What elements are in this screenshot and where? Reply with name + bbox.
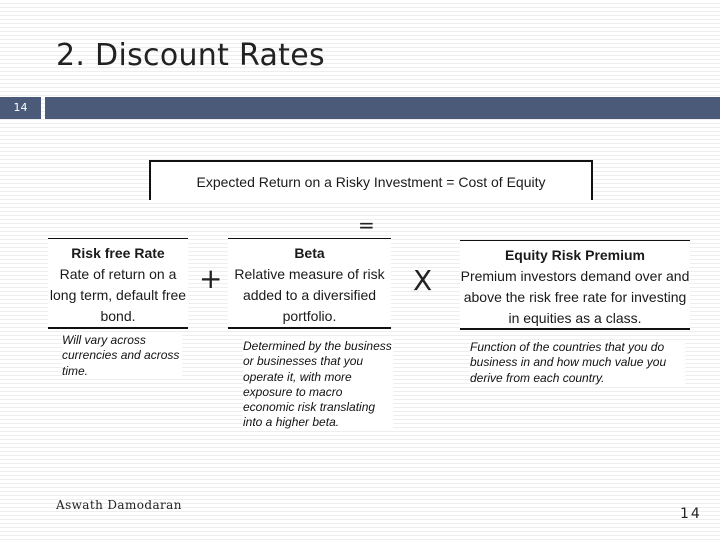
equity-risk-premium-box: [460, 240, 690, 330]
page-number: 14: [680, 506, 702, 522]
risk-free-rate-box: [48, 238, 188, 329]
title-bar: [45, 97, 720, 119]
risk-free-rate-description: Rate of return on a long term, default free bond.: [49, 266, 187, 324]
multiply-operator: X: [413, 264, 433, 297]
equals-sign: =: [358, 213, 375, 237]
beta-description: Relative measure of risk added to a diversified portfolio.: [234, 266, 385, 324]
beta-note: Determined by the business or businesses that you operate it, with more exposure to macro economic risk translating into a higher beta.: [243, 339, 392, 430]
equity-risk-premium-heading: Equity Risk Premium: [504, 247, 646, 263]
slide-title: 2. Discount Rates: [56, 38, 325, 73]
slide-number-tab: 14: [0, 97, 41, 119]
beta-box: [228, 238, 391, 329]
equity-risk-premium-note: Function of the countries that you do business in and how much value you derive from each country.: [470, 340, 685, 386]
risk-free-rate-heading: Risk free Rate: [71, 245, 165, 261]
risk-free-rate-note: Will vary across currencies and across time.: [62, 333, 182, 379]
author-footer: Aswath Damodaran: [56, 498, 182, 512]
equity-risk-premium-description: Premium investors demand over and above the risk free rate for investing in equities as a class.: [460, 268, 690, 326]
cost-of-equity-box: Expected Return on a Risky Investment = Cost of Equity: [149, 160, 593, 200]
plus-operator: +: [199, 262, 223, 295]
beta-heading: Beta: [294, 245, 325, 261]
